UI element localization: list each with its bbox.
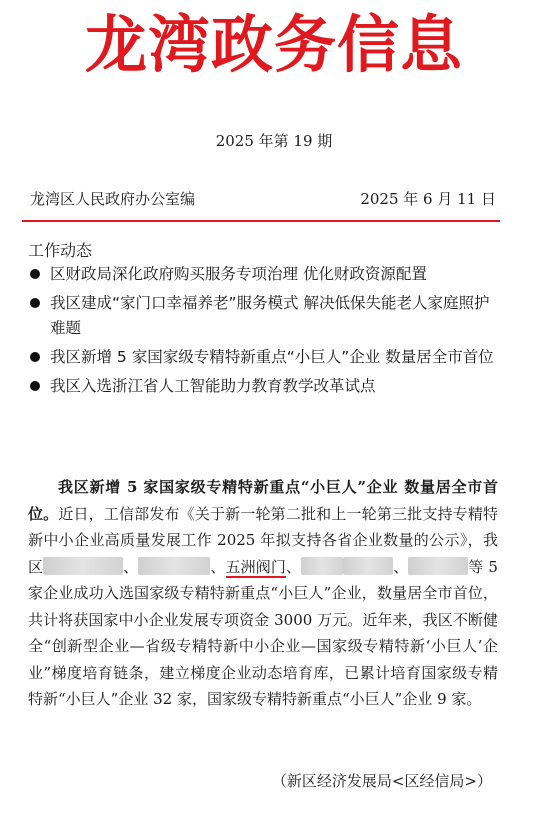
highlighted-company: 五洲阀门: [225, 557, 286, 576]
toc-item: 我区建成“家门口幸福养老”服务模式 解决低保失能老人家庭照护难题: [28, 291, 503, 341]
issue-number: 2025 年第 19 期: [215, 132, 333, 150]
article-text-1: 近日，工信部发布《关于新一轮第二批和上一轮第三批支持专精特新中小企业高质量发展工作 2025 年拟支持各省企业数量的公示》，我区: [28, 504, 498, 576]
publish-date: 2025 年 6 月 11 日: [360, 190, 496, 208]
masthead-title: 龙湾政务信息: [84, 8, 463, 81]
redacted-company: [43, 557, 123, 575]
article-body: [28, 474, 498, 713]
toc-item: 区财政局深化政府购买服务专项治理 优化财政资源配置: [28, 262, 503, 287]
redacted-company: [343, 557, 393, 575]
bullet-icon: [30, 269, 40, 279]
redacted-company: [408, 557, 468, 575]
bullet-icon: [30, 298, 40, 308]
section-title: 工作动态: [28, 241, 93, 260]
bullet-icon: [30, 381, 40, 391]
toc-item: 我区新增 5 家国家级专精特新重点“小巨人”企业 数量居全市首位: [28, 345, 503, 370]
toc-list: [28, 262, 503, 403]
redacted-company: [301, 557, 343, 575]
article-paragraph: 我区新增 5 家国家级专精特新重点“小巨人”企业 数量居全市首位。近日，工信部发布《关于新一轮第二批和上一轮第三批支持专精特新中小企业高质量发展工作 2025 年拟支持各省企业数量的公示》，我区 、 、五洲阀门、 、 等 5 家企业成功入选国家级专精特新重点“小巨人”企业，数量居全市首位，共计将获国家中小企业发展专项资金 3000 万元。近年来，我区不断健全“创新型企业—省级专精特新中小企业—国家级专精特新‘小巨人’企业”梯度培育链条，建立梯度企业动态培育库，已累计培育国家级专精特新“小巨人”企业 32 家，国家级专精特新重点“小巨人”企业 9 家。: [28, 478, 498, 708]
red-divider: [22, 220, 500, 222]
editor-label: 龙湾区人民政府办公室编: [30, 190, 196, 208]
bullet-icon: [30, 352, 40, 362]
article-text-2: 等 5 家企业成功入选国家级专精特新重点“小巨人”企业，数量居全市首位，共计将获国家中小企业发展专项资金 3000 万元。近年来，我区不断健全“创新型企业—省级专精特新中小企业—国家级专精特新‘小巨人’企业”梯度培育链条，建立梯度企业动态培育库，已累计培育国家级专精特新“小巨人”企业 32 家，国家级专精特新重点“小巨人”企业 9 家。: [28, 557, 498, 708]
toc-item: 我区入选浙江省人工智能助力教育教学改革试点: [28, 374, 503, 399]
redacted-company: [138, 557, 210, 575]
source-attribution: （新区经济发展局<区经信局>）: [271, 772, 492, 790]
article-headline: 我区新增 5 家国家级专精特新重点“小巨人”企业 数量居全市首位。: [28, 478, 498, 523]
